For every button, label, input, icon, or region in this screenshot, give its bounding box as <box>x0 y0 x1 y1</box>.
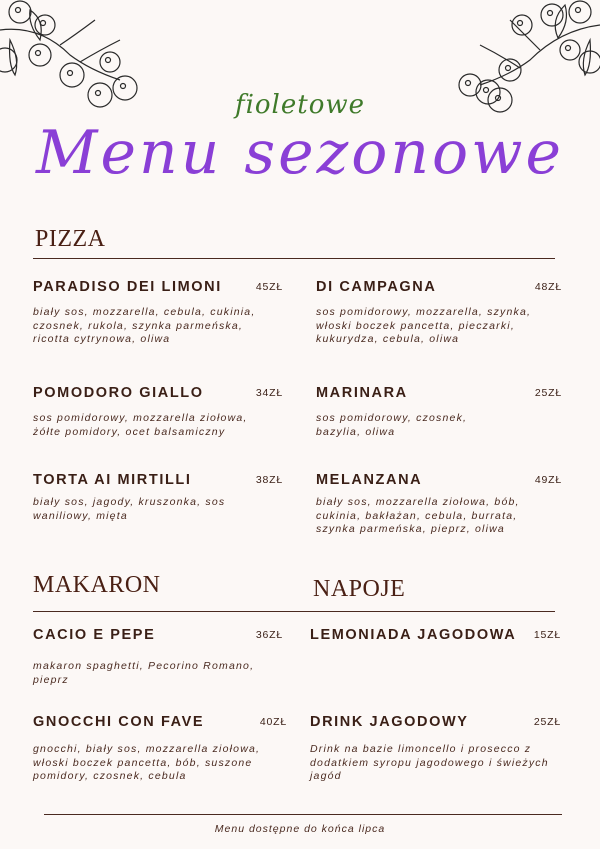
menu-item-name: TORTA AI MIRTILLI <box>33 472 192 488</box>
page-title: Menu sezonowe <box>36 118 564 188</box>
menu-item-name: DI CAMPAGNA <box>316 279 437 295</box>
menu-item-price: 38ZŁ <box>255 474 283 486</box>
menu-item-description: Drink na bazie limoncello i prosecco z dodatkiem syropu jagodowego i świeżych jagód <box>310 743 549 782</box>
menu-item-name: MELANZANA <box>316 472 423 488</box>
section-divider <box>33 258 555 259</box>
menu-item-price: 48ZŁ <box>534 281 562 293</box>
menu-item-description: makaron spaghetti, Pecorino Romano, pieprz <box>33 660 255 686</box>
menu-subtitle: fioletowe <box>234 90 366 120</box>
section-title-napoje: NAPOJE <box>313 576 406 602</box>
menu-item-price: 25ZŁ <box>533 716 561 728</box>
menu-item-price: 45ZŁ <box>255 281 283 293</box>
menu-item-description: gnocchi, biały sos, mozzarella ziołowa, włoski boczek pancetta, bób, suszone pomidory, czosnek, cebula <box>33 743 261 782</box>
menu-item-price: 49ZŁ <box>534 474 562 486</box>
menu-item-description: biały sos, mozzarella, cebula, cukinia, czosnek, rukola, szynka parmeńska, ricotta cytrynowa, oliwa <box>33 306 256 345</box>
menu-item-name: GNOCCHI CON FAVE <box>33 714 205 730</box>
menu-item-name: PARADISO DEI LIMONI <box>33 279 222 295</box>
blueberry-branch-icon <box>440 0 600 120</box>
menu-item-description: sos pomidorowy, mozzarella ziołowa, żółte pomidory, ocet balsamiczny <box>33 412 248 438</box>
footer-divider <box>44 814 562 815</box>
menu-item-price: 15ZŁ <box>533 629 561 641</box>
menu-item-name: MARINARA <box>316 385 408 401</box>
section-title-pizza: PIZZA <box>35 226 106 252</box>
menu-item-description: biały sos, jagody, kruszonka, sos waniliowy, mięta <box>33 496 226 522</box>
menu-item-description: biały sos, mozzarella ziołowa, bób, cukinia, bakłażan, cebula, burrata, szynka parmeńska, pieprz, oliwa <box>316 496 520 535</box>
menu-item-name: LEMONIADA JAGODOWA <box>310 627 517 643</box>
menu-item-description: sos pomidorowy, czosnek, bazylia, oliwa <box>316 412 468 438</box>
section-divider <box>33 611 555 612</box>
footer-note: Menu dostępne do końca lipca <box>214 823 386 835</box>
menu-item-price: 40ZŁ <box>259 716 287 728</box>
menu-item-name: CACIO E PEPE <box>33 627 156 643</box>
section-title-makaron: MAKARON <box>33 572 161 598</box>
menu-item-description: sos pomidorowy, mozzarella, szynka, włoski boczek pancetta, pieczarki, kukurydza, cebula, oliwa <box>316 306 532 345</box>
menu-item-price: 25ZŁ <box>534 387 562 399</box>
blueberry-branch-icon <box>0 0 160 120</box>
menu-item-name: DRINK JAGODOWY <box>310 714 469 730</box>
menu-item-price: 34ZŁ <box>255 387 283 399</box>
menu-item-name: POMODORO GIALLO <box>33 385 204 401</box>
menu-item-price: 36ZŁ <box>255 629 283 641</box>
